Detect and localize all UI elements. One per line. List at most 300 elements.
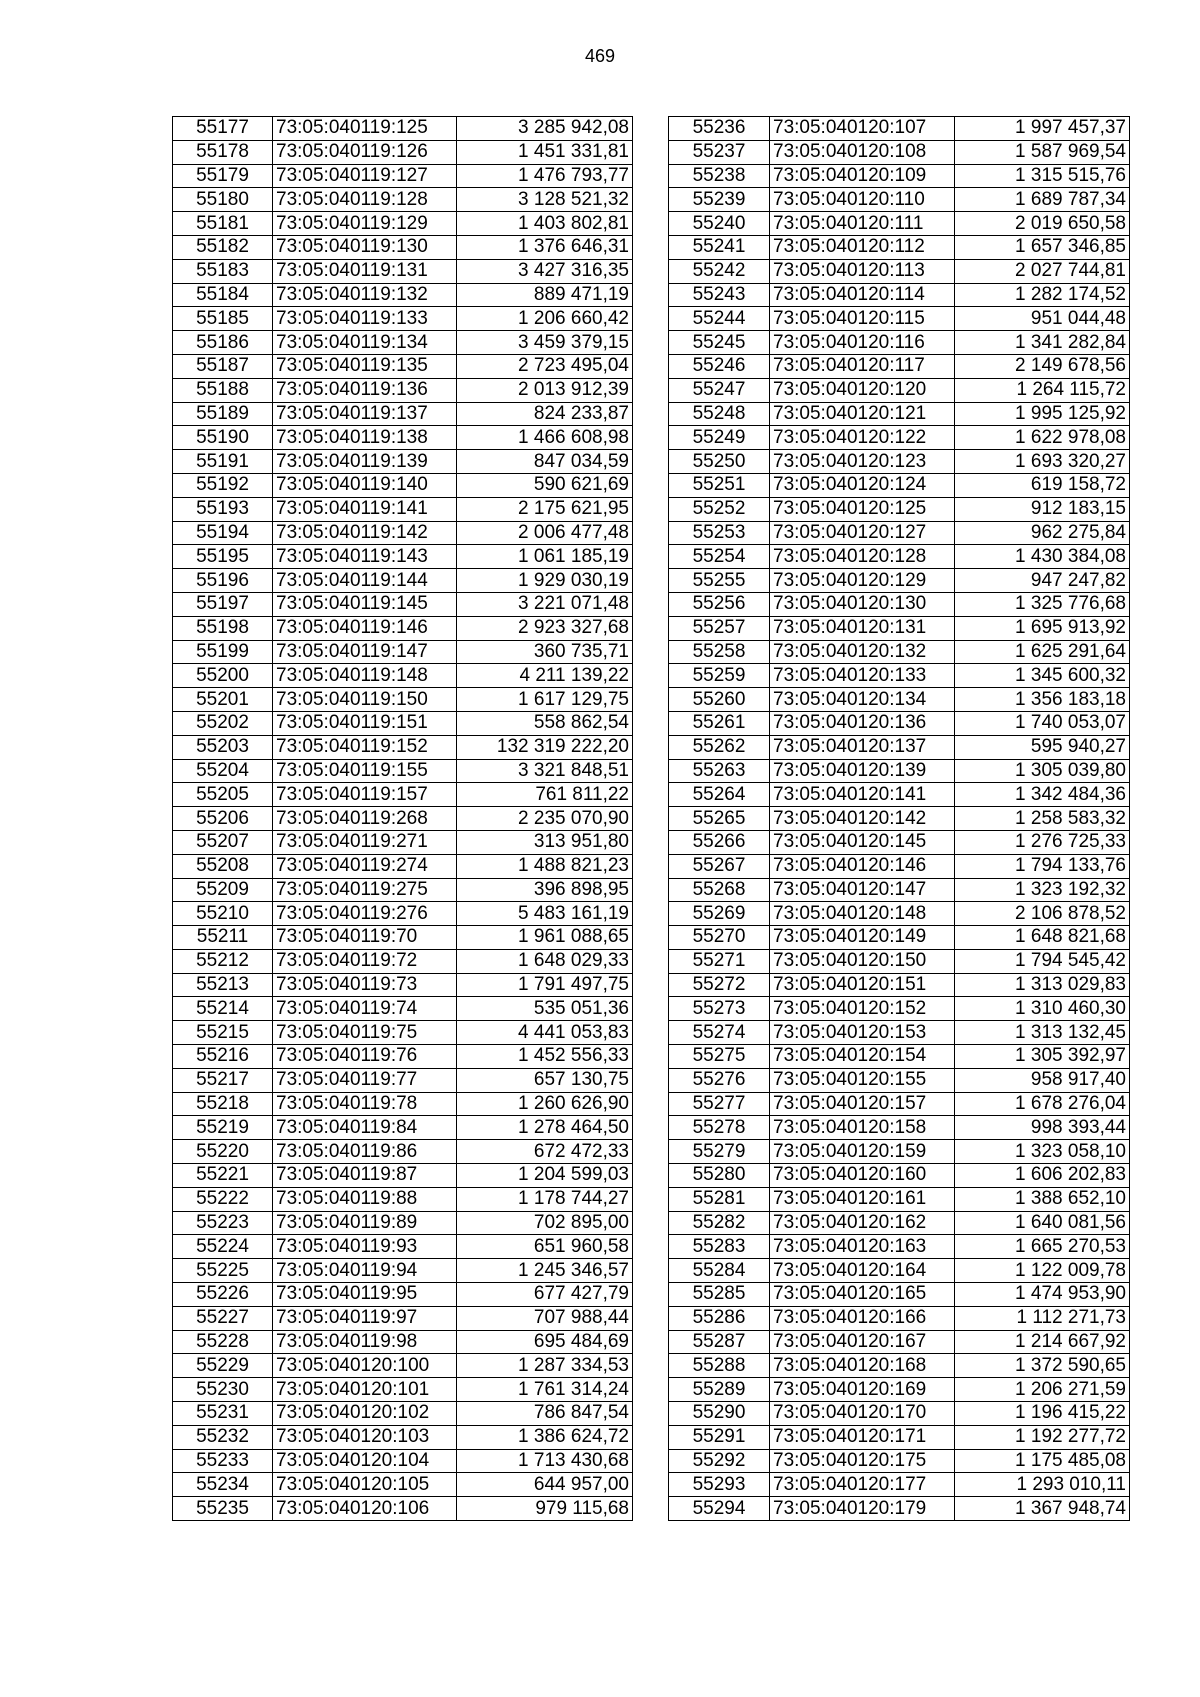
value-cell: 1 122 009,78 bbox=[955, 1259, 1130, 1283]
row-number-cell: 55179 bbox=[173, 164, 273, 188]
table-row bbox=[669, 1140, 1130, 1164]
value-cell: 1 206 660,42 bbox=[457, 307, 633, 331]
row-number-cell: 55294 bbox=[669, 1497, 770, 1521]
value-cell: 912 183,15 bbox=[955, 497, 1130, 521]
table-row bbox=[669, 1259, 1130, 1283]
cadastral-number-cell: 73:05:040120:137 bbox=[770, 735, 955, 759]
row-number-cell: 55285 bbox=[669, 1283, 770, 1307]
cadastral-number-cell: 73:05:040119:276 bbox=[273, 902, 457, 926]
row-number-cell: 55216 bbox=[173, 1045, 273, 1069]
value-cell: 1 689 787,34 bbox=[955, 188, 1130, 212]
cadastral-number-cell: 73:05:040119:152 bbox=[273, 735, 457, 759]
value-cell: 1 178 744,27 bbox=[457, 1187, 633, 1211]
cadastral-number-cell: 73:05:040120:169 bbox=[770, 1378, 955, 1402]
cadastral-number-cell: 73:05:040120:109 bbox=[770, 164, 955, 188]
row-number-cell: 55210 bbox=[173, 902, 273, 926]
value-cell: 1 606 202,83 bbox=[955, 1164, 1130, 1188]
table-row bbox=[173, 521, 633, 545]
value-cell: 651 960,58 bbox=[457, 1235, 633, 1259]
cadastral-number-cell: 73:05:040119:271 bbox=[273, 830, 457, 854]
table-row bbox=[173, 759, 633, 783]
row-number-cell: 55252 bbox=[669, 497, 770, 521]
cadastral-number-cell: 73:05:040120:158 bbox=[770, 1116, 955, 1140]
table-row bbox=[173, 997, 633, 1021]
row-number-cell: 55201 bbox=[173, 688, 273, 712]
value-cell: 2 723 495,04 bbox=[457, 354, 633, 378]
value-cell: 595 940,27 bbox=[955, 735, 1130, 759]
row-number-cell: 55228 bbox=[173, 1330, 273, 1354]
table-row bbox=[669, 1187, 1130, 1211]
table-row bbox=[173, 140, 633, 164]
value-cell: 998 393,44 bbox=[955, 1116, 1130, 1140]
row-number-cell: 55231 bbox=[173, 1402, 273, 1426]
table-row bbox=[173, 735, 633, 759]
row-number-cell: 55200 bbox=[173, 664, 273, 688]
value-cell: 958 917,40 bbox=[955, 1068, 1130, 1092]
table-row bbox=[669, 830, 1130, 854]
left-table-body bbox=[173, 117, 633, 1521]
cadastral-number-cell: 73:05:040120:128 bbox=[770, 545, 955, 569]
row-number-cell: 55185 bbox=[173, 307, 273, 331]
table-row bbox=[669, 1449, 1130, 1473]
cadastral-number-cell: 73:05:040120:162 bbox=[770, 1211, 955, 1235]
table-row bbox=[173, 1116, 633, 1140]
row-number-cell: 55198 bbox=[173, 616, 273, 640]
table-row bbox=[669, 569, 1130, 593]
value-cell: 3 221 071,48 bbox=[457, 592, 633, 616]
value-cell: 1 061 185,19 bbox=[457, 545, 633, 569]
row-number-cell: 55236 bbox=[669, 117, 770, 141]
cadastral-number-cell: 73:05:040120:153 bbox=[770, 1021, 955, 1045]
cadastral-number-cell: 73:05:040120:107 bbox=[770, 117, 955, 141]
row-number-cell: 55265 bbox=[669, 807, 770, 831]
table-row bbox=[173, 188, 633, 212]
cadastral-number-cell: 73:05:040120:149 bbox=[770, 926, 955, 950]
row-number-cell: 55217 bbox=[173, 1068, 273, 1092]
row-number-cell: 55181 bbox=[173, 212, 273, 236]
table-row bbox=[669, 402, 1130, 426]
cadastral-number-cell: 73:05:040119:131 bbox=[273, 259, 457, 283]
row-number-cell: 55182 bbox=[173, 235, 273, 259]
row-number-cell: 55204 bbox=[173, 759, 273, 783]
row-number-cell: 55186 bbox=[173, 331, 273, 355]
cadastral-number-cell: 73:05:040119:136 bbox=[273, 378, 457, 402]
row-number-cell: 55239 bbox=[669, 188, 770, 212]
cadastral-number-cell: 73:05:040119:155 bbox=[273, 759, 457, 783]
value-cell: 2 235 070,90 bbox=[457, 807, 633, 831]
row-number-cell: 55286 bbox=[669, 1306, 770, 1330]
value-cell: 1 388 652,10 bbox=[955, 1187, 1130, 1211]
table-row bbox=[173, 664, 633, 688]
row-number-cell: 55274 bbox=[669, 1021, 770, 1045]
row-number-cell: 55241 bbox=[669, 235, 770, 259]
cadastral-number-cell: 73:05:040120:121 bbox=[770, 402, 955, 426]
row-number-cell: 55211 bbox=[173, 926, 273, 950]
cadastral-number-cell: 73:05:040119:127 bbox=[273, 164, 457, 188]
table-row bbox=[669, 1045, 1130, 1069]
value-cell: 360 735,71 bbox=[457, 640, 633, 664]
row-number-cell: 55250 bbox=[669, 450, 770, 474]
row-number-cell: 55189 bbox=[173, 402, 273, 426]
cadastral-number-cell: 73:05:040119:274 bbox=[273, 854, 457, 878]
table-row bbox=[173, 1425, 633, 1449]
value-cell: 313 951,80 bbox=[457, 830, 633, 854]
value-cell: 2 106 878,52 bbox=[955, 902, 1130, 926]
row-number-cell: 55191 bbox=[173, 450, 273, 474]
row-number-cell: 55275 bbox=[669, 1045, 770, 1069]
cadastral-number-cell: 73:05:040119:74 bbox=[273, 997, 457, 1021]
row-number-cell: 55226 bbox=[173, 1283, 273, 1307]
cadastral-number-cell: 73:05:040119:125 bbox=[273, 117, 457, 141]
value-cell: 535 051,36 bbox=[457, 997, 633, 1021]
row-number-cell: 55183 bbox=[173, 259, 273, 283]
cadastral-number-cell: 73:05:040119:97 bbox=[273, 1306, 457, 1330]
cadastral-number-cell: 73:05:040120:124 bbox=[770, 473, 955, 497]
row-number-cell: 55267 bbox=[669, 854, 770, 878]
table-row bbox=[173, 354, 633, 378]
table-row bbox=[669, 1402, 1130, 1426]
table-row bbox=[173, 1402, 633, 1426]
cadastral-number-cell: 73:05:040120:145 bbox=[770, 830, 955, 854]
value-cell: 1 693 320,27 bbox=[955, 450, 1130, 474]
row-number-cell: 55278 bbox=[669, 1116, 770, 1140]
table-row bbox=[669, 331, 1130, 355]
cadastral-number-cell: 73:05:040120:157 bbox=[770, 1092, 955, 1116]
value-cell: 1 466 608,98 bbox=[457, 426, 633, 450]
table-row bbox=[669, 854, 1130, 878]
table-row bbox=[669, 711, 1130, 735]
table-row bbox=[173, 331, 633, 355]
value-cell: 1 648 029,33 bbox=[457, 949, 633, 973]
value-cell: 1 617 129,75 bbox=[457, 688, 633, 712]
row-number-cell: 55224 bbox=[173, 1235, 273, 1259]
value-cell: 1 204 599,03 bbox=[457, 1164, 633, 1188]
table-row bbox=[669, 949, 1130, 973]
row-number-cell: 55268 bbox=[669, 878, 770, 902]
row-number-cell: 55277 bbox=[669, 1092, 770, 1116]
table-row bbox=[173, 1473, 633, 1497]
cadastral-number-cell: 73:05:040119:148 bbox=[273, 664, 457, 688]
row-number-cell: 55196 bbox=[173, 569, 273, 593]
value-cell: 1 376 646,31 bbox=[457, 235, 633, 259]
value-cell: 1 794 545,42 bbox=[955, 949, 1130, 973]
row-number-cell: 55197 bbox=[173, 592, 273, 616]
table-row bbox=[173, 1449, 633, 1473]
table-row bbox=[173, 1164, 633, 1188]
table-row bbox=[173, 1235, 633, 1259]
row-number-cell: 55255 bbox=[669, 569, 770, 593]
value-cell: 1 206 271,59 bbox=[955, 1378, 1130, 1402]
table-row bbox=[669, 188, 1130, 212]
table-row bbox=[173, 926, 633, 950]
table-row bbox=[173, 283, 633, 307]
row-number-cell: 55246 bbox=[669, 354, 770, 378]
table-row bbox=[173, 616, 633, 640]
value-cell: 396 898,95 bbox=[457, 878, 633, 902]
table-row bbox=[173, 164, 633, 188]
row-number-cell: 55206 bbox=[173, 807, 273, 831]
cadastral-number-cell: 73:05:040120:120 bbox=[770, 378, 955, 402]
cadastral-number-cell: 73:05:040119:268 bbox=[273, 807, 457, 831]
value-cell: 1 794 133,76 bbox=[955, 854, 1130, 878]
table-row bbox=[669, 1116, 1130, 1140]
cadastral-number-cell: 73:05:040120:179 bbox=[770, 1497, 955, 1521]
cadastral-number-cell: 73:05:040119:135 bbox=[273, 354, 457, 378]
row-number-cell: 55260 bbox=[669, 688, 770, 712]
value-cell: 1 310 460,30 bbox=[955, 997, 1130, 1021]
value-cell: 1 341 282,84 bbox=[955, 331, 1130, 355]
table-row bbox=[173, 949, 633, 973]
row-number-cell: 55232 bbox=[173, 1425, 273, 1449]
cadastral-number-cell: 73:05:040120:146 bbox=[770, 854, 955, 878]
table-row bbox=[173, 830, 633, 854]
table-row bbox=[173, 878, 633, 902]
row-number-cell: 55177 bbox=[173, 117, 273, 141]
value-cell: 1 276 725,33 bbox=[955, 830, 1130, 854]
cadastral-number-cell: 73:05:040120:148 bbox=[770, 902, 955, 926]
value-cell: 2 175 621,95 bbox=[457, 497, 633, 521]
value-cell: 1 791 497,75 bbox=[457, 973, 633, 997]
value-cell: 1 695 913,92 bbox=[955, 616, 1130, 640]
row-number-cell: 55233 bbox=[173, 1449, 273, 1473]
table-row bbox=[669, 212, 1130, 236]
row-number-cell: 55199 bbox=[173, 640, 273, 664]
table-row bbox=[669, 1378, 1130, 1402]
table-row bbox=[669, 807, 1130, 831]
row-number-cell: 55284 bbox=[669, 1259, 770, 1283]
row-number-cell: 55276 bbox=[669, 1068, 770, 1092]
cadastral-number-cell: 73:05:040119:73 bbox=[273, 973, 457, 997]
row-number-cell: 55205 bbox=[173, 783, 273, 807]
cadastral-number-cell: 73:05:040119:275 bbox=[273, 878, 457, 902]
value-cell: 2 019 650,58 bbox=[955, 212, 1130, 236]
table-row bbox=[173, 378, 633, 402]
value-cell: 1 293 010,11 bbox=[955, 1473, 1130, 1497]
table-row bbox=[669, 616, 1130, 640]
cadastral-number-cell: 73:05:040120:102 bbox=[273, 1402, 457, 1426]
value-cell: 824 233,87 bbox=[457, 402, 633, 426]
row-number-cell: 55223 bbox=[173, 1211, 273, 1235]
cadastral-number-cell: 73:05:040119:130 bbox=[273, 235, 457, 259]
value-cell: 1 995 125,92 bbox=[955, 402, 1130, 426]
value-cell: 1 451 331,81 bbox=[457, 140, 633, 164]
row-number-cell: 55237 bbox=[669, 140, 770, 164]
cadastral-number-cell: 73:05:040119:137 bbox=[273, 402, 457, 426]
cadastral-number-cell: 73:05:040120:113 bbox=[770, 259, 955, 283]
value-cell: 707 988,44 bbox=[457, 1306, 633, 1330]
row-number-cell: 55180 bbox=[173, 188, 273, 212]
right-table-body bbox=[669, 117, 1130, 1521]
cadastral-number-cell: 73:05:040119:126 bbox=[273, 140, 457, 164]
value-cell: 1 345 600,32 bbox=[955, 664, 1130, 688]
value-cell: 761 811,22 bbox=[457, 783, 633, 807]
value-cell: 1 323 192,32 bbox=[955, 878, 1130, 902]
cadastral-number-cell: 73:05:040119:140 bbox=[273, 473, 457, 497]
row-number-cell: 55214 bbox=[173, 997, 273, 1021]
cadastral-number-cell: 73:05:040120:170 bbox=[770, 1402, 955, 1426]
table-row bbox=[669, 1164, 1130, 1188]
cadastral-number-cell: 73:05:040120:136 bbox=[770, 711, 955, 735]
table-row bbox=[173, 545, 633, 569]
value-cell: 1 657 346,85 bbox=[955, 235, 1130, 259]
table-row bbox=[173, 1140, 633, 1164]
row-number-cell: 55249 bbox=[669, 426, 770, 450]
value-cell: 1 282 174,52 bbox=[955, 283, 1130, 307]
cadastral-number-cell: 73:05:040120:117 bbox=[770, 354, 955, 378]
table-row bbox=[669, 592, 1130, 616]
table-row bbox=[173, 711, 633, 735]
value-cell: 1 452 556,33 bbox=[457, 1045, 633, 1069]
row-number-cell: 55220 bbox=[173, 1140, 273, 1164]
row-number-cell: 55212 bbox=[173, 949, 273, 973]
table-row bbox=[669, 1092, 1130, 1116]
row-number-cell: 55282 bbox=[669, 1211, 770, 1235]
value-cell: 1 648 821,68 bbox=[955, 926, 1130, 950]
cadastral-number-cell: 73:05:040120:164 bbox=[770, 1259, 955, 1283]
table-row bbox=[669, 640, 1130, 664]
cadastral-number-cell: 73:05:040120:166 bbox=[770, 1306, 955, 1330]
table-row bbox=[173, 1021, 633, 1045]
value-cell: 889 471,19 bbox=[457, 283, 633, 307]
table-row bbox=[173, 1045, 633, 1069]
value-cell: 1 342 484,36 bbox=[955, 783, 1130, 807]
value-cell: 2 013 912,39 bbox=[457, 378, 633, 402]
table-row bbox=[669, 1354, 1130, 1378]
value-cell: 979 115,68 bbox=[457, 1497, 633, 1521]
cadastral-number-cell: 73:05:040119:142 bbox=[273, 521, 457, 545]
cadastral-number-cell: 73:05:040119:84 bbox=[273, 1116, 457, 1140]
row-number-cell: 55291 bbox=[669, 1425, 770, 1449]
cadastral-number-cell: 73:05:040119:93 bbox=[273, 1235, 457, 1259]
value-cell: 2 027 744,81 bbox=[955, 259, 1130, 283]
row-number-cell: 55288 bbox=[669, 1354, 770, 1378]
row-number-cell: 55279 bbox=[669, 1140, 770, 1164]
value-cell: 1 622 978,08 bbox=[955, 426, 1130, 450]
value-cell: 1 112 271,73 bbox=[955, 1306, 1130, 1330]
row-number-cell: 55263 bbox=[669, 759, 770, 783]
cadastral-number-cell: 73:05:040120:147 bbox=[770, 878, 955, 902]
cadastral-number-cell: 73:05:040120:141 bbox=[770, 783, 955, 807]
table-row bbox=[173, 854, 633, 878]
value-cell: 695 484,69 bbox=[457, 1330, 633, 1354]
table-row bbox=[669, 450, 1130, 474]
value-cell: 1 587 969,54 bbox=[955, 140, 1130, 164]
value-cell: 619 158,72 bbox=[955, 473, 1130, 497]
value-cell: 2 923 327,68 bbox=[457, 616, 633, 640]
value-cell: 1 278 464,50 bbox=[457, 1116, 633, 1140]
cadastral-number-cell: 73:05:040120:165 bbox=[770, 1283, 955, 1307]
cadastral-number-cell: 73:05:040119:128 bbox=[273, 188, 457, 212]
table-row bbox=[173, 426, 633, 450]
row-number-cell: 55219 bbox=[173, 1116, 273, 1140]
table-row bbox=[669, 926, 1130, 950]
table-row bbox=[669, 426, 1130, 450]
row-number-cell: 55270 bbox=[669, 926, 770, 950]
table-row bbox=[669, 1235, 1130, 1259]
row-number-cell: 55287 bbox=[669, 1330, 770, 1354]
row-number-cell: 55289 bbox=[669, 1378, 770, 1402]
value-cell: 132 319 222,20 bbox=[457, 735, 633, 759]
value-cell: 786 847,54 bbox=[457, 1402, 633, 1426]
cadastral-number-cell: 73:05:040120:132 bbox=[770, 640, 955, 664]
cadastral-number-cell: 73:05:040119:95 bbox=[273, 1283, 457, 1307]
cadastral-number-cell: 73:05:040120:133 bbox=[770, 664, 955, 688]
table-row bbox=[669, 473, 1130, 497]
value-cell: 951 044,48 bbox=[955, 307, 1130, 331]
table-row bbox=[669, 783, 1130, 807]
cadastral-number-cell: 73:05:040120:131 bbox=[770, 616, 955, 640]
cadastral-number-cell: 73:05:040119:129 bbox=[273, 212, 457, 236]
row-number-cell: 55193 bbox=[173, 497, 273, 521]
cadastral-number-cell: 73:05:040119:157 bbox=[273, 783, 457, 807]
cadastral-number-cell: 73:05:040120:130 bbox=[770, 592, 955, 616]
table-row bbox=[173, 1068, 633, 1092]
row-number-cell: 55190 bbox=[173, 426, 273, 450]
value-cell: 1 640 081,56 bbox=[955, 1211, 1130, 1235]
table-row bbox=[173, 1497, 633, 1521]
value-cell: 702 895,00 bbox=[457, 1211, 633, 1235]
cadastral-number-cell: 73:05:040119:145 bbox=[273, 592, 457, 616]
row-number-cell: 55229 bbox=[173, 1354, 273, 1378]
value-cell: 2 149 678,56 bbox=[955, 354, 1130, 378]
table-row bbox=[173, 1378, 633, 1402]
value-cell: 1 245 346,57 bbox=[457, 1259, 633, 1283]
table-row bbox=[173, 1283, 633, 1307]
row-number-cell: 55230 bbox=[173, 1378, 273, 1402]
row-number-cell: 55280 bbox=[669, 1164, 770, 1188]
cadastral-number-cell: 73:05:040120:106 bbox=[273, 1497, 457, 1521]
value-cell: 1 305 392,97 bbox=[955, 1045, 1130, 1069]
row-number-cell: 55264 bbox=[669, 783, 770, 807]
value-cell: 3 459 379,15 bbox=[457, 331, 633, 355]
row-number-cell: 55243 bbox=[669, 283, 770, 307]
row-number-cell: 55259 bbox=[669, 664, 770, 688]
row-number-cell: 55244 bbox=[669, 307, 770, 331]
cadastral-number-cell: 73:05:040120:116 bbox=[770, 331, 955, 355]
row-number-cell: 55227 bbox=[173, 1306, 273, 1330]
cadastral-number-cell: 73:05:040120:155 bbox=[770, 1068, 955, 1092]
cadastral-number-cell: 73:05:040119:138 bbox=[273, 426, 457, 450]
table-row bbox=[669, 1283, 1130, 1307]
value-cell: 1 315 515,76 bbox=[955, 164, 1130, 188]
table-row bbox=[669, 497, 1130, 521]
cadastral-number-cell: 73:05:040120:122 bbox=[770, 426, 955, 450]
cadastral-number-cell: 73:05:040120:152 bbox=[770, 997, 955, 1021]
value-cell: 1 761 314,24 bbox=[457, 1378, 633, 1402]
value-cell: 1 929 030,19 bbox=[457, 569, 633, 593]
cadastral-number-cell: 73:05:040120:151 bbox=[770, 973, 955, 997]
table-row bbox=[173, 569, 633, 593]
row-number-cell: 55178 bbox=[173, 140, 273, 164]
row-number-cell: 55238 bbox=[669, 164, 770, 188]
table-row bbox=[173, 783, 633, 807]
row-number-cell: 55251 bbox=[669, 473, 770, 497]
cadastral-number-cell: 73:05:040120:111 bbox=[770, 212, 955, 236]
cadastral-number-cell: 73:05:040119:72 bbox=[273, 949, 457, 973]
cadastral-number-cell: 73:05:040120:104 bbox=[273, 1449, 457, 1473]
cadastral-number-cell: 73:05:040119:146 bbox=[273, 616, 457, 640]
table-row bbox=[173, 259, 633, 283]
right-data-table bbox=[668, 116, 1130, 1521]
value-cell: 1 175 485,08 bbox=[955, 1449, 1130, 1473]
cadastral-number-cell: 73:05:040120:115 bbox=[770, 307, 955, 331]
table-row bbox=[173, 212, 633, 236]
row-number-cell: 55256 bbox=[669, 592, 770, 616]
table-row bbox=[669, 664, 1130, 688]
table-row bbox=[173, 235, 633, 259]
row-number-cell: 55192 bbox=[173, 473, 273, 497]
row-number-cell: 55245 bbox=[669, 331, 770, 355]
